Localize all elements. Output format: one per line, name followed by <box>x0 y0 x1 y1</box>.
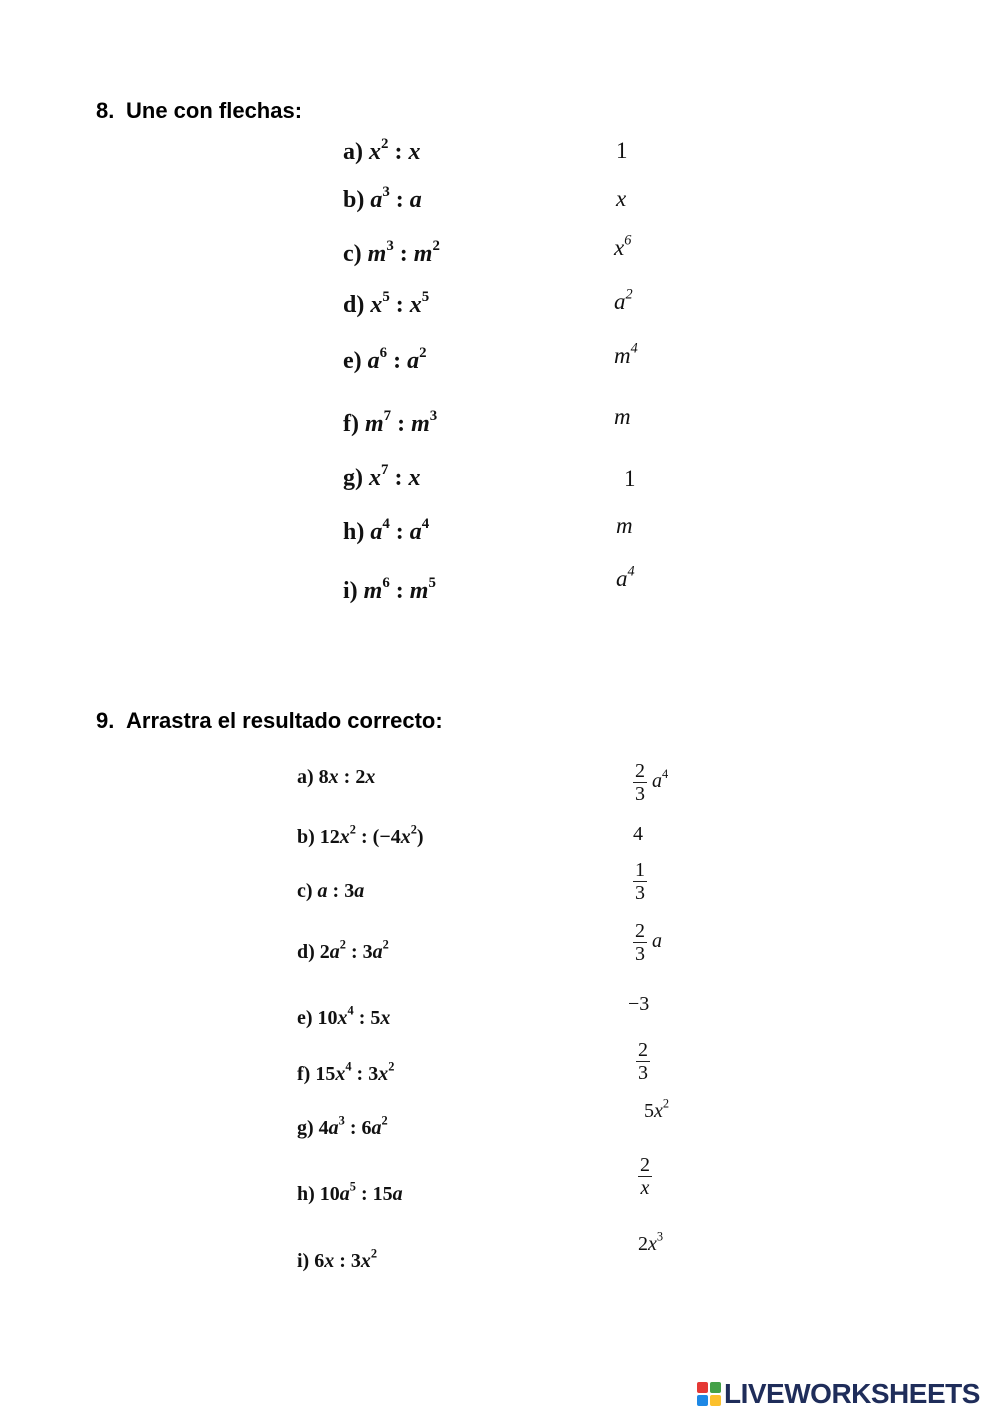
question-8-heading <box>96 98 302 124</box>
q8-answer-5[interactable]: $m^4$ <box>614 340 638 368</box>
q9-answer-5[interactable]: −3 <box>628 993 650 1015</box>
q9-answer-4[interactable]: $\frac{2}{3}$ a <box>635 920 662 965</box>
q9-answer-9[interactable]: $2x^3$ <box>638 1229 664 1255</box>
question-number: 9. <box>96 708 115 733</box>
q8-item-h: h) $a^4$ : $a^4$ <box>343 515 430 545</box>
question-title: Une con flechas: <box>126 98 303 123</box>
q8-item-g: g) $x^7$ : x <box>343 461 421 491</box>
liveworksheets-logo <box>697 1376 980 1412</box>
q9-item-d: d) $2a^2$ : $3a^2$ <box>297 937 389 963</box>
question-number: 8. <box>96 98 115 123</box>
q8-answer-6[interactable]: m <box>614 404 631 429</box>
question-title: Arrastra el resultado correcto: <box>126 708 443 733</box>
q8-answer-3[interactable]: $x^6$ <box>614 232 632 260</box>
logo-mark-icon <box>697 1382 721 1406</box>
q9-item-i: i) 6x : $3x^2$ <box>297 1246 378 1272</box>
q9-item-c: c) a : 3a <box>297 880 365 902</box>
q9-item-h: h) $10a^5$ : 15a <box>297 1179 403 1205</box>
question-9-heading <box>96 708 443 734</box>
q9-answer-7[interactable]: $5x^2$ <box>644 1096 670 1122</box>
logo-text: LIVEWORKSHEETS <box>724 1378 980 1409</box>
q8-item-e: e) $a^6$ : $a^2$ <box>343 344 427 374</box>
q9-answer-6[interactable]: $\frac{2}{3}$ <box>638 1039 648 1084</box>
q8-item-a: a) $x^2$ : x <box>343 135 421 165</box>
q8-answer-7[interactable]: 1 <box>624 466 636 491</box>
q9-answer-1[interactable]: $\frac{2}{3}$ $a^4$ <box>635 760 669 805</box>
q9-item-e: e) $10x^4$ : 5x <box>297 1003 391 1029</box>
q8-item-i: i) $m^6$ : $m^5$ <box>343 574 436 604</box>
q9-item-g: g) $4a^3$ : $6a^2$ <box>297 1113 388 1139</box>
q9-item-f: f) $15x^4$ : $3x^2$ <box>297 1059 395 1085</box>
q9-answer-3[interactable]: $\frac{1}{3}$ <box>635 859 645 904</box>
q9-item-b: b) $12x^2$ : $(-4x^2)$ <box>297 822 424 848</box>
q8-item-d: d) $x^5$ : $x^5$ <box>343 288 430 318</box>
q8-answer-1[interactable]: 1 <box>616 138 628 163</box>
q9-item-a: a) 8x : 2x <box>297 766 376 788</box>
q9-answer-8[interactable]: $\frac{2}{x}$ <box>640 1154 650 1199</box>
q8-item-c: c) $m^3$ : $m^2$ <box>343 237 440 267</box>
q8-answer-2[interactable]: x <box>616 186 627 211</box>
q8-answer-8[interactable]: m <box>616 513 633 538</box>
q8-item-f: f) $m^7$ : $m^3$ <box>343 407 438 437</box>
q9-answer-2[interactable]: 4 <box>633 823 643 845</box>
q8-item-b: b) $a^3$ : a <box>343 183 422 213</box>
q8-answer-4[interactable]: $a^2$ <box>614 286 633 314</box>
q8-answer-9[interactable]: $a^4$ <box>616 563 635 591</box>
